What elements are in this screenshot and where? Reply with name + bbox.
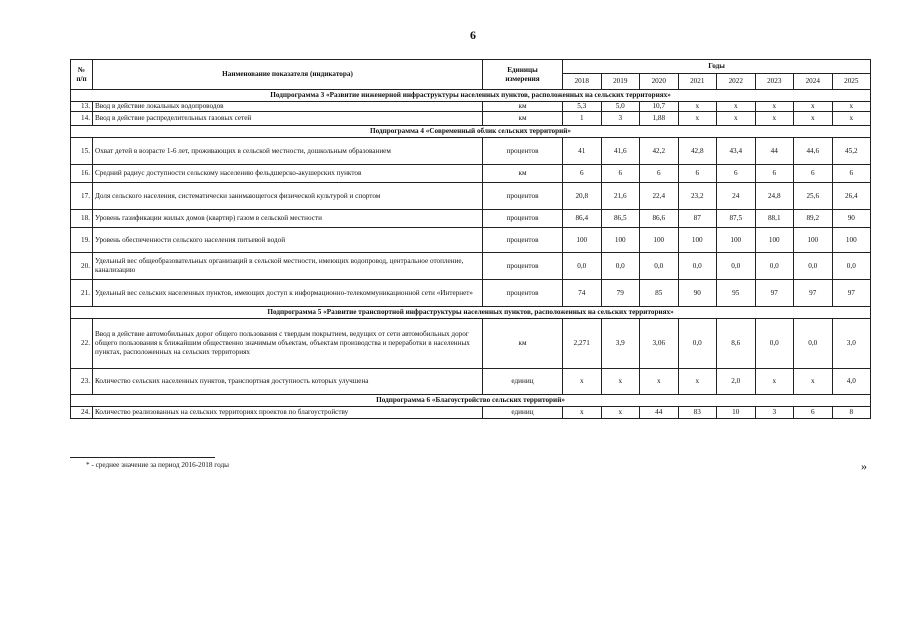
indicator-name: Ввод в действие распределительных газовых сетей [93, 112, 483, 126]
value-cell: 20,8 [563, 183, 602, 210]
value-cell: 26,4 [832, 183, 871, 210]
value-cell: 1,88 [640, 112, 679, 126]
value-cell: 6 [678, 165, 717, 183]
value-cell: 3,0 [832, 319, 871, 369]
value-cell: 90 [678, 280, 717, 307]
value-cell: 0,0 [601, 253, 640, 280]
value-cell: 0,0 [794, 253, 833, 280]
value-cell: 89,2 [794, 210, 833, 228]
value-cell: x [678, 369, 717, 395]
table-row [71, 210, 871, 228]
unit-cell: км [483, 102, 563, 112]
page-number: 6 [470, 28, 476, 42]
value-cell: 6 [563, 165, 602, 183]
value-cell: 0,0 [794, 319, 833, 369]
value-cell: 100 [678, 228, 717, 253]
row-number: 13. [71, 102, 93, 112]
value-cell: 86,6 [640, 210, 679, 228]
unit-cell: км [483, 319, 563, 369]
table-body [71, 90, 871, 419]
section-row [71, 307, 871, 319]
value-cell: x [717, 112, 756, 126]
header-year: 2020 [640, 74, 679, 90]
value-cell: 41,6 [601, 138, 640, 165]
header-year: 2022 [717, 74, 756, 90]
value-cell: x [563, 369, 602, 395]
value-cell: 3,9 [601, 319, 640, 369]
value-cell: 87 [678, 210, 717, 228]
value-cell: x [640, 369, 679, 395]
row-number: 17. [71, 183, 93, 210]
value-cell: 1 [563, 112, 602, 126]
value-cell: x [601, 407, 640, 419]
value-cell: 25,6 [794, 183, 833, 210]
value-cell: 42,2 [640, 138, 679, 165]
indicator-name: Доля сельского населения, систематически занимающегося физической культурой и спортом [93, 183, 483, 210]
indicator-name: Количество сельских населенных пунктов, транспортная доступность которых улучшена [93, 369, 483, 395]
value-cell: 2,271 [563, 319, 602, 369]
section-title: Подпрограмма 4 «Современный облик сельских территорий» [71, 126, 871, 138]
value-cell: 0,0 [563, 253, 602, 280]
value-cell: 97 [755, 280, 794, 307]
table-row [71, 102, 871, 112]
table-row [71, 183, 871, 210]
value-cell: 100 [640, 228, 679, 253]
table-row [71, 138, 871, 165]
table-row [71, 319, 871, 369]
value-cell: x [601, 369, 640, 395]
unit-cell: единиц [483, 369, 563, 395]
unit-cell: процентов [483, 253, 563, 280]
value-cell: 87,5 [717, 210, 756, 228]
indicator-name: Ввод в действие локальных водопроводов [93, 102, 483, 112]
value-cell: 6 [717, 165, 756, 183]
value-cell: 86,5 [601, 210, 640, 228]
indicator-name: Уровень газификации жилых домов (квартир) газом в сельской местности [93, 210, 483, 228]
value-cell: 22,4 [640, 183, 679, 210]
unit-cell: процентов [483, 280, 563, 307]
value-cell: x [832, 112, 871, 126]
unit-cell: процентов [483, 228, 563, 253]
value-cell: 100 [832, 228, 871, 253]
value-cell: 23,2 [678, 183, 717, 210]
indicator-name: Средний радиус доступности сельскому населению фельдшерско-акушерских пунктов [93, 165, 483, 183]
value-cell: 0,0 [640, 253, 679, 280]
indicator-name: Количество реализованных на сельских территориях проектов по благоустройству [93, 407, 483, 419]
value-cell: 97 [794, 280, 833, 307]
unit-cell: процентов [483, 183, 563, 210]
value-cell: 95 [717, 280, 756, 307]
value-cell: x [678, 102, 717, 112]
value-cell: x [755, 112, 794, 126]
value-cell: 8 [832, 407, 871, 419]
row-number: 20. [71, 253, 93, 280]
value-cell: 100 [563, 228, 602, 253]
value-cell: 10 [717, 407, 756, 419]
table-row [71, 228, 871, 253]
row-number: 14. [71, 112, 93, 126]
table-row [71, 369, 871, 395]
unit-cell: км [483, 165, 563, 183]
value-cell: 100 [601, 228, 640, 253]
value-cell: 97 [832, 280, 871, 307]
value-cell: x [563, 407, 602, 419]
section-title: Подпрограмма 3 «Развитие инженерной инфраструктуры населенных пунктов, расположенных на сельских территориях» [71, 90, 871, 102]
indicators-table [70, 59, 871, 419]
table-row [71, 407, 871, 419]
value-cell: x [678, 112, 717, 126]
header-name: Наименование показателя (индикатора) [93, 60, 483, 90]
value-cell: 2,0 [717, 369, 756, 395]
value-cell: 0,0 [678, 319, 717, 369]
value-cell: 4,0 [832, 369, 871, 395]
unit-cell: км [483, 112, 563, 126]
value-cell: 88,1 [755, 210, 794, 228]
value-cell: 3 [601, 112, 640, 126]
section-row [71, 126, 871, 138]
value-cell: 0,0 [678, 253, 717, 280]
value-cell: 21,6 [601, 183, 640, 210]
value-cell: 100 [794, 228, 833, 253]
value-cell: x [755, 102, 794, 112]
section-title: Подпрограмма 5 «Развитие транспортной инфраструктуры населенных пунктов, расположенных на сельских территориях» [71, 307, 871, 319]
value-cell: 6 [601, 165, 640, 183]
table-row [71, 112, 871, 126]
value-cell: 6 [794, 407, 833, 419]
header-num: № п/п [71, 60, 93, 90]
section-row [71, 90, 871, 102]
value-cell: 6 [755, 165, 794, 183]
value-cell: x [794, 369, 833, 395]
table-row [71, 165, 871, 183]
value-cell: 41 [563, 138, 602, 165]
value-cell: x [794, 102, 833, 112]
value-cell: 5,0 [601, 102, 640, 112]
value-cell: 5,3 [563, 102, 602, 112]
header-year: 2023 [755, 74, 794, 90]
indicator-name: Уровень обеспеченности сельского населения питьевой водой [93, 228, 483, 253]
value-cell: 0,0 [755, 253, 794, 280]
value-cell: 44 [640, 407, 679, 419]
value-cell: 44 [755, 138, 794, 165]
row-number: 24. [71, 407, 93, 419]
table-row [71, 280, 871, 307]
value-cell: 24,8 [755, 183, 794, 210]
value-cell: 0,0 [717, 253, 756, 280]
indicator-name: Ввод в действие автомобильных дорог общего пользования с твердым покрытием, ведущих от сети автомобильных дорог общего пользования к ближайшим общественно значимым объектам, объектам производства и переработки в населенных пунктах, расположенных на сельских территориях [93, 319, 483, 369]
value-cell: 0,0 [832, 253, 871, 280]
header-year: 2024 [794, 74, 833, 90]
value-cell: 90 [832, 210, 871, 228]
footnote: * - среднее значение за период 2016-2018 годы [86, 461, 229, 469]
row-number: 22. [71, 319, 93, 369]
value-cell: 6 [794, 165, 833, 183]
value-cell: 44,6 [794, 138, 833, 165]
unit-cell: единиц [483, 407, 563, 419]
table-row [71, 253, 871, 280]
header-unit: Единицы измерения [483, 60, 563, 90]
indicator-name: Удельный вес общеобразовательных организаций в сельской местности, имеющих водопровод, центральное отопление, канализацию [93, 253, 483, 280]
value-cell: 43,4 [717, 138, 756, 165]
value-cell: 6 [832, 165, 871, 183]
value-cell: 79 [601, 280, 640, 307]
closing-quote-mark: » [861, 459, 867, 473]
value-cell: 6 [640, 165, 679, 183]
value-cell: 42,8 [678, 138, 717, 165]
value-cell: 45,2 [832, 138, 871, 165]
value-cell: 74 [563, 280, 602, 307]
section-title: Подпрограмма 6 «Благоустройство сельских территорий» [71, 395, 871, 407]
value-cell: x [832, 102, 871, 112]
indicator-name: Охват детей в возрасте 1-6 лет, проживающих в сельской местности, дошкольным образованием [93, 138, 483, 165]
value-cell: 24 [717, 183, 756, 210]
header-year: 2025 [832, 74, 871, 90]
value-cell: x [717, 102, 756, 112]
row-number: 23. [71, 369, 93, 395]
value-cell: 86,4 [563, 210, 602, 228]
value-cell: 83 [678, 407, 717, 419]
header-year: 2021 [678, 74, 717, 90]
row-number: 21. [71, 280, 93, 307]
row-number: 18. [71, 210, 93, 228]
header-year: 2019 [601, 74, 640, 90]
unit-cell: процентов [483, 210, 563, 228]
value-cell: 100 [755, 228, 794, 253]
value-cell: x [794, 112, 833, 126]
row-number: 15. [71, 138, 93, 165]
value-cell: 100 [717, 228, 756, 253]
value-cell: 10,7 [640, 102, 679, 112]
value-cell: 3 [755, 407, 794, 419]
unit-cell: процентов [483, 138, 563, 165]
section-row [71, 395, 871, 407]
row-number: 16. [71, 165, 93, 183]
indicator-name: Удельный вес сельских населенных пунктов, имеющих доступ к информационно-телекоммуникационной сети «Интернет» [93, 280, 483, 307]
value-cell: 8,6 [717, 319, 756, 369]
header-year: 2018 [563, 74, 602, 90]
value-cell: 85 [640, 280, 679, 307]
header-years-label: Годы [563, 60, 871, 74]
value-cell: x [755, 369, 794, 395]
value-cell: 0,0 [755, 319, 794, 369]
footnote-rule [70, 457, 215, 458]
row-number: 19. [71, 228, 93, 253]
value-cell: 3,06 [640, 319, 679, 369]
